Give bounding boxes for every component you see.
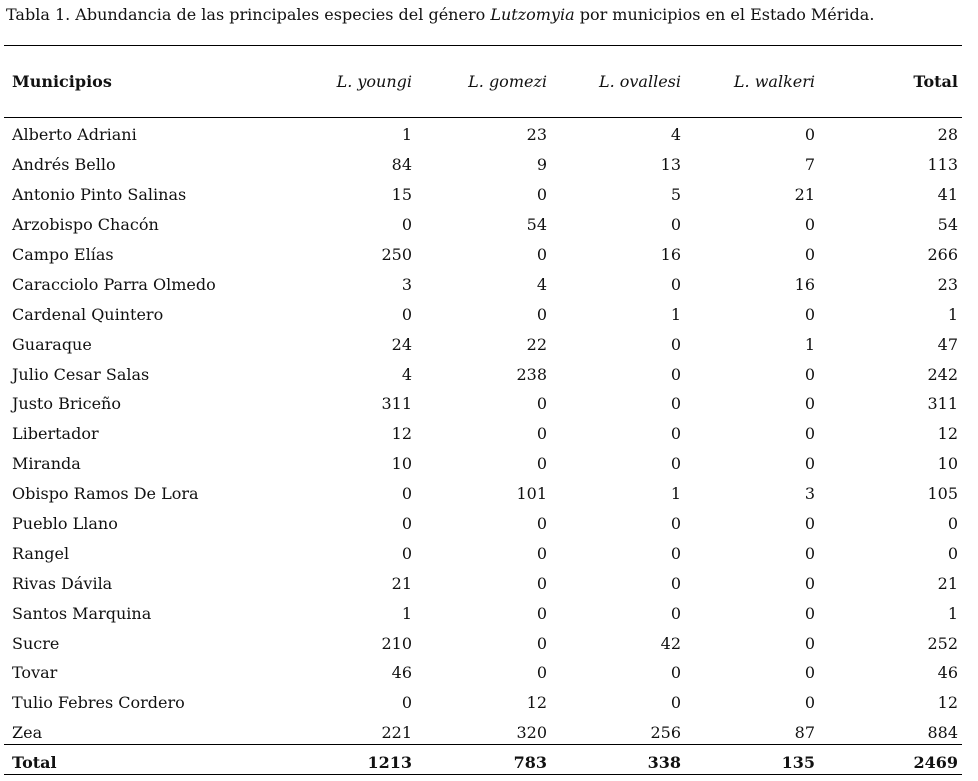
- l-gomezi-cell: 23: [526, 125, 547, 145]
- header-municipios: Municipios: [12, 72, 112, 91]
- l-walkeri-cell: 0: [804, 125, 815, 145]
- l-ovallesi-cell: 0: [670, 215, 681, 235]
- table-row: [4, 718, 962, 748]
- total-cell: 23: [937, 274, 958, 294]
- l-walkeri-cell: 3: [804, 484, 815, 504]
- l-walkeri-cell: 0: [804, 454, 815, 474]
- table-row: [4, 299, 962, 329]
- municipio-cell: Zea: [12, 723, 43, 743]
- l-walkeri-cell: 0: [804, 514, 815, 534]
- municipio-cell: Campo Elías: [12, 245, 114, 264]
- total-cell: 47: [937, 334, 958, 354]
- l-youngi-cell: 0: [401, 514, 412, 534]
- total-cell: 1: [947, 603, 958, 623]
- total-cell: 252: [927, 633, 958, 653]
- l-gomezi-cell: 0: [536, 245, 547, 264]
- municipio-cell: Caracciolo Parra Olmedo: [12, 274, 216, 294]
- table-row: [4, 658, 962, 688]
- table-row: [4, 479, 962, 509]
- total-cell: 46: [937, 663, 958, 683]
- municipio-cell: Antonio Pinto Salinas: [12, 185, 187, 205]
- l-youngi-cell: 4: [401, 364, 412, 384]
- municipio-cell: Julio Cesar Salas: [12, 364, 150, 384]
- total-cell: 311: [927, 394, 958, 414]
- header-total: Total: [913, 72, 958, 91]
- total-row: [4, 748, 962, 778]
- table-row: [4, 628, 962, 658]
- municipio-cell: Alberto Adriani: [12, 125, 137, 145]
- l-youngi-cell: 21: [391, 573, 412, 593]
- total-cell: 10: [937, 454, 958, 474]
- table-row: [4, 210, 962, 240]
- l-youngi-cell: 1: [401, 603, 412, 623]
- table-row: [4, 359, 962, 389]
- header-row: [4, 46, 962, 117]
- l-youngi-cell: 0: [401, 693, 412, 713]
- total-cell: 21: [937, 573, 958, 593]
- municipio-cell: Obispo Ramos De Lora: [12, 484, 199, 504]
- table-row: [4, 538, 962, 568]
- municipio-cell: Tovar: [12, 663, 58, 683]
- total-l-walkeri: 135: [781, 753, 815, 773]
- l-ovallesi-cell: 16: [660, 245, 681, 264]
- l-gomezi-cell: 238: [516, 364, 547, 384]
- l-youngi-cell: 0: [401, 543, 412, 563]
- l-gomezi-cell: 101: [516, 484, 547, 504]
- l-youngi-cell: 24: [391, 334, 412, 354]
- l-youngi-cell: 12: [391, 424, 412, 444]
- table-row: [4, 688, 962, 718]
- municipio-cell: Sucre: [12, 633, 60, 653]
- l-walkeri-cell: 16: [794, 274, 815, 294]
- total-total: 2469: [913, 753, 958, 773]
- municipio-cell: Tulio Febres Cordero: [12, 693, 185, 713]
- l-ovallesi-cell: 0: [670, 334, 681, 354]
- l-gomezi-cell: 0: [536, 394, 547, 414]
- total-cell: 28: [937, 125, 958, 145]
- total-cell: 105: [927, 484, 958, 504]
- caption-suffix: por municipios en el Estado Mérida.: [574, 5, 875, 24]
- l-gomezi-cell: 0: [536, 424, 547, 444]
- l-walkeri-cell: 21: [794, 185, 815, 205]
- table-row: [4, 180, 962, 210]
- l-ovallesi-cell: 0: [670, 454, 681, 474]
- municipio-cell: Miranda: [12, 454, 81, 474]
- l-gomezi-cell: 22: [526, 334, 547, 354]
- l-walkeri-cell: 0: [804, 603, 815, 623]
- municipio-cell: Arzobispo Chacón: [12, 215, 159, 235]
- municipio-cell: Pueblo Llano: [12, 514, 118, 534]
- l-youngi-cell: 1: [401, 125, 412, 145]
- l-youngi-cell: 210: [381, 633, 412, 653]
- municipio-cell: Guaraque: [12, 334, 92, 354]
- total-cell: 12: [937, 424, 958, 444]
- header-l-walkeri: L. walkeri: [733, 72, 815, 91]
- header-l-gomezi: L. gomezi: [468, 72, 547, 91]
- l-ovallesi-cell: 0: [670, 663, 681, 683]
- l-gomezi-cell: 0: [536, 633, 547, 653]
- total-cell: 41: [937, 185, 958, 205]
- table-row: [4, 568, 962, 598]
- l-gomezi-cell: 4: [536, 274, 547, 294]
- total-cell: 12: [937, 693, 958, 713]
- total-cell: 242: [927, 364, 958, 384]
- l-ovallesi-cell: 0: [670, 693, 681, 713]
- l-ovallesi-cell: 0: [670, 274, 681, 294]
- l-youngi-cell: 3: [401, 274, 412, 294]
- l-gomezi-cell: 320: [516, 723, 547, 743]
- l-walkeri-cell: 87: [794, 723, 815, 743]
- total-l-youngi: 1213: [367, 753, 412, 773]
- l-walkeri-cell: 0: [804, 304, 815, 324]
- municipio-cell: Rangel: [12, 543, 70, 563]
- municipio-cell: Andrés Bello: [12, 155, 116, 175]
- l-gomezi-cell: 0: [536, 603, 547, 623]
- l-ovallesi-cell: 4: [670, 125, 681, 145]
- table-row: [4, 329, 962, 359]
- total-cell: 54: [937, 215, 958, 235]
- table-row: [4, 419, 962, 449]
- total-l-ovallesi: 338: [647, 753, 681, 773]
- l-ovallesi-cell: 1: [670, 304, 681, 324]
- l-walkeri-cell: 1: [804, 334, 815, 354]
- table-body: [4, 117, 962, 748]
- total-l-gomezi: 783: [513, 753, 547, 773]
- l-ovallesi-cell: 5: [670, 185, 681, 205]
- l-gomezi-cell: 0: [536, 543, 547, 563]
- l-ovallesi-cell: 256: [650, 723, 681, 743]
- municipio-cell: Rivas Dávila: [12, 573, 113, 593]
- l-youngi-cell: 0: [401, 484, 412, 504]
- table-row: [4, 269, 962, 299]
- l-youngi-cell: 311: [381, 394, 412, 414]
- l-gomezi-cell: 0: [536, 454, 547, 474]
- l-ovallesi-cell: 0: [670, 514, 681, 534]
- total-cell: 266: [927, 245, 958, 264]
- l-gomezi-cell: 0: [536, 304, 547, 324]
- l-ovallesi-cell: 13: [660, 155, 681, 175]
- table-row: [4, 449, 962, 479]
- l-gomezi-cell: 12: [526, 693, 547, 713]
- l-walkeri-cell: 0: [804, 215, 815, 235]
- table-row: [4, 598, 962, 628]
- l-ovallesi-cell: 0: [670, 424, 681, 444]
- l-youngi-cell: 84: [391, 155, 412, 175]
- l-walkeri-cell: 0: [804, 693, 815, 713]
- l-gomezi-cell: 0: [536, 514, 547, 534]
- l-walkeri-cell: 0: [804, 663, 815, 683]
- l-walkeri-cell: 0: [804, 245, 815, 264]
- l-youngi-cell: 221: [381, 723, 412, 743]
- total-cell: 0: [947, 514, 958, 534]
- l-ovallesi-cell: 0: [670, 603, 681, 623]
- l-youngi-cell: 10: [391, 454, 412, 474]
- l-walkeri-cell: 7: [804, 155, 815, 175]
- municipio-cell: Santos Marquina: [12, 603, 152, 623]
- header-l-ovallesi: L. ovallesi: [598, 72, 681, 91]
- abundance-table: [4, 46, 962, 778]
- l-gomezi-cell: 0: [536, 185, 547, 205]
- l-ovallesi-cell: 0: [670, 364, 681, 384]
- l-walkeri-cell: 0: [804, 394, 815, 414]
- l-gomezi-cell: 9: [536, 155, 547, 175]
- table-row: [4, 389, 962, 419]
- total-cell: 0: [947, 543, 958, 563]
- l-gomezi-cell: 0: [536, 573, 547, 593]
- municipio-cell: Cardenal Quintero: [12, 304, 164, 324]
- total-cell: 1: [947, 304, 958, 324]
- total-label: Total: [12, 753, 57, 773]
- l-ovallesi-cell: 0: [670, 543, 681, 563]
- caption-prefix: Tabla 1. Abundancia de las principales especies del género: [6, 5, 491, 24]
- l-ovallesi-cell: 0: [670, 573, 681, 593]
- l-youngi-cell: 250: [381, 245, 412, 264]
- l-gomezi-cell: 0: [536, 663, 547, 683]
- l-ovallesi-cell: 1: [670, 484, 681, 504]
- municipio-cell: Justo Briceño: [12, 394, 121, 414]
- table-row: [4, 117, 962, 150]
- l-youngi-cell: 15: [391, 185, 412, 205]
- l-walkeri-cell: 0: [804, 543, 815, 563]
- table-row: [4, 509, 962, 539]
- total-cell: 884: [927, 723, 958, 743]
- table-row: [4, 150, 962, 180]
- table-row: [4, 240, 962, 270]
- l-gomezi-cell: 54: [526, 215, 547, 235]
- l-ovallesi-cell: 0: [670, 394, 681, 414]
- municipio-cell: Libertador: [12, 424, 99, 444]
- caption-genus: Lutzomyia: [490, 5, 575, 24]
- l-walkeri-cell: 0: [804, 573, 815, 593]
- l-walkeri-cell: 0: [804, 424, 815, 444]
- l-ovallesi-cell: 42: [660, 633, 681, 653]
- l-youngi-cell: 46: [391, 663, 412, 683]
- l-walkeri-cell: 0: [804, 633, 815, 653]
- l-youngi-cell: 0: [401, 215, 412, 235]
- l-youngi-cell: 0: [401, 304, 412, 324]
- l-walkeri-cell: 0: [804, 364, 815, 384]
- table-caption: [6, 4, 874, 26]
- total-cell: 113: [927, 155, 958, 175]
- header-l-youngi: L. youngi: [336, 72, 412, 91]
